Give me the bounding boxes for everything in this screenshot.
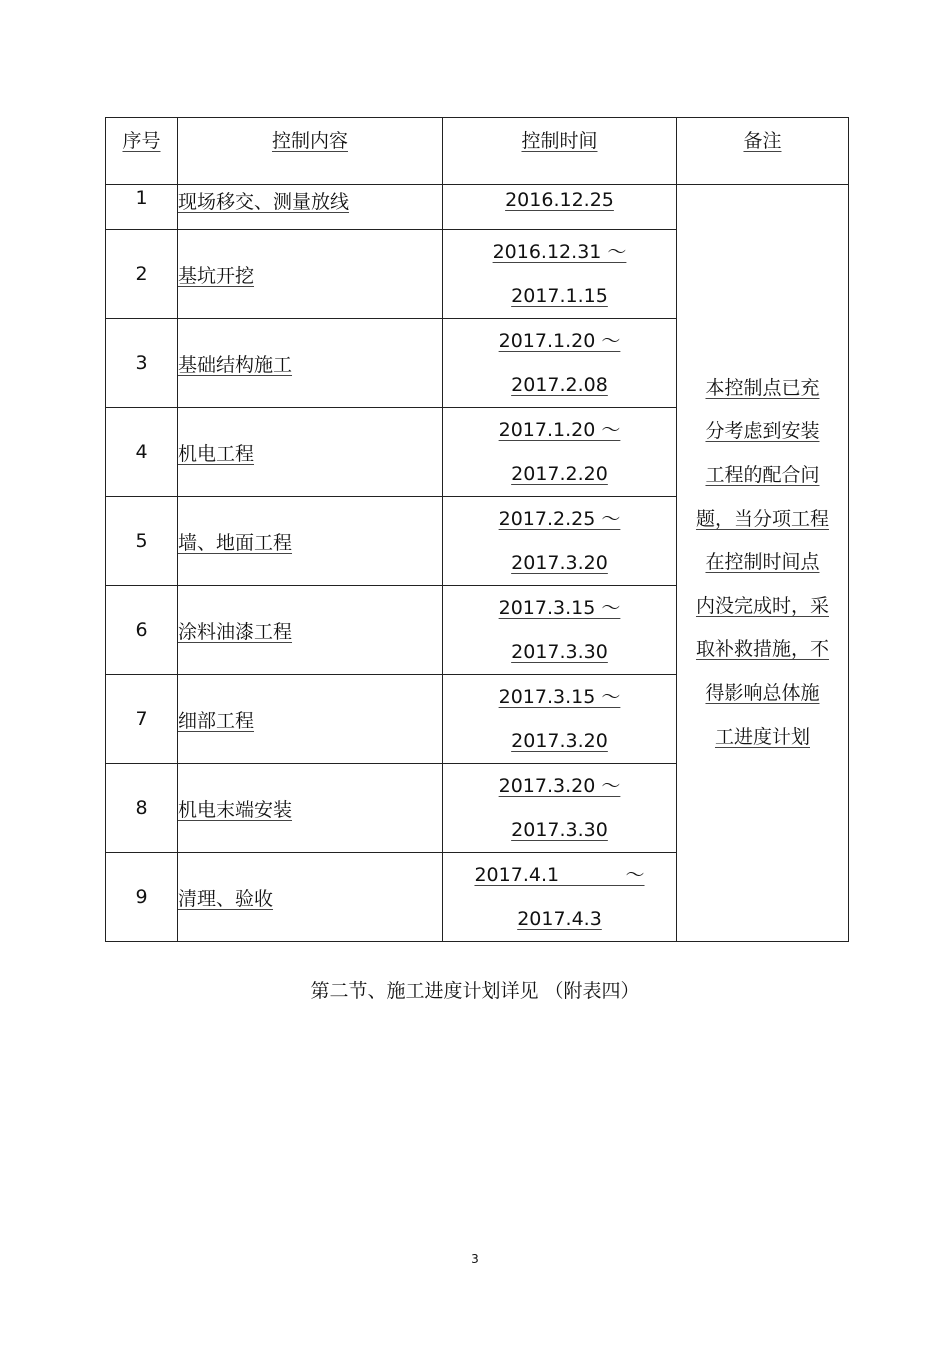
row-time: 2017.1.20 ～ 2017.2.08: [443, 319, 677, 408]
table-row: [106, 185, 849, 230]
section-title: 第二节、施工进度计划详见 （附表四）: [310, 980, 640, 1002]
page-number: 3: [471, 1252, 479, 1266]
row-number: 5: [106, 497, 178, 586]
row-number: 8: [106, 764, 178, 853]
row-number: 4: [106, 408, 178, 497]
row-time: 2016.12.25: [443, 185, 677, 230]
row-number: 1: [106, 185, 178, 230]
row-number: 7: [106, 675, 178, 764]
row-content: 细部工程: [178, 675, 443, 764]
row-content: 清理、验收: [178, 853, 443, 942]
row-number: 6: [106, 586, 178, 675]
row-time: 2017.3.15 ～ 2017.3.20: [443, 675, 677, 764]
row-content: 机电末端安装: [178, 764, 443, 853]
row-time: 2017.4.1 ～ 2017.4.3: [443, 853, 677, 942]
header-seq: 序号: [106, 118, 178, 185]
row-number: 9: [106, 853, 178, 942]
row-time: 2017.1.20 ～ 2017.2.20: [443, 408, 677, 497]
row-number: 3: [106, 319, 178, 408]
header-remark: 备注: [677, 118, 849, 185]
header-time: 控制时间: [443, 118, 677, 185]
row-time: 2017.2.25 ～ 2017.3.20: [443, 497, 677, 586]
row-time: 2017.3.15 ～ 2017.3.30: [443, 586, 677, 675]
header-content: 控制内容: [178, 118, 443, 185]
row-number: 2: [106, 230, 178, 319]
row-time: 2017.3.20 ～ 2017.3.30: [443, 764, 677, 853]
row-content: 基础结构施工: [178, 319, 443, 408]
row-content: 墙、地面工程: [178, 497, 443, 586]
row-time: 2016.12.31 ～ 2017.1.15: [443, 230, 677, 319]
row-content: 涂料油漆工程: [178, 586, 443, 675]
row-content: 现场移交、测量放线: [178, 185, 443, 230]
row-content: 基坑开挖: [178, 230, 443, 319]
schedule-table: [105, 117, 849, 942]
remark-cell: 本控制点已充 分考虑到安装 工程的配合问 题，当分项工程 在控制时间点 内没完成时，采 取补救措施，不 得影响总体施 工进度计划: [677, 185, 849, 942]
row-content: 机电工程: [178, 408, 443, 497]
table-header-row: [106, 118, 849, 185]
